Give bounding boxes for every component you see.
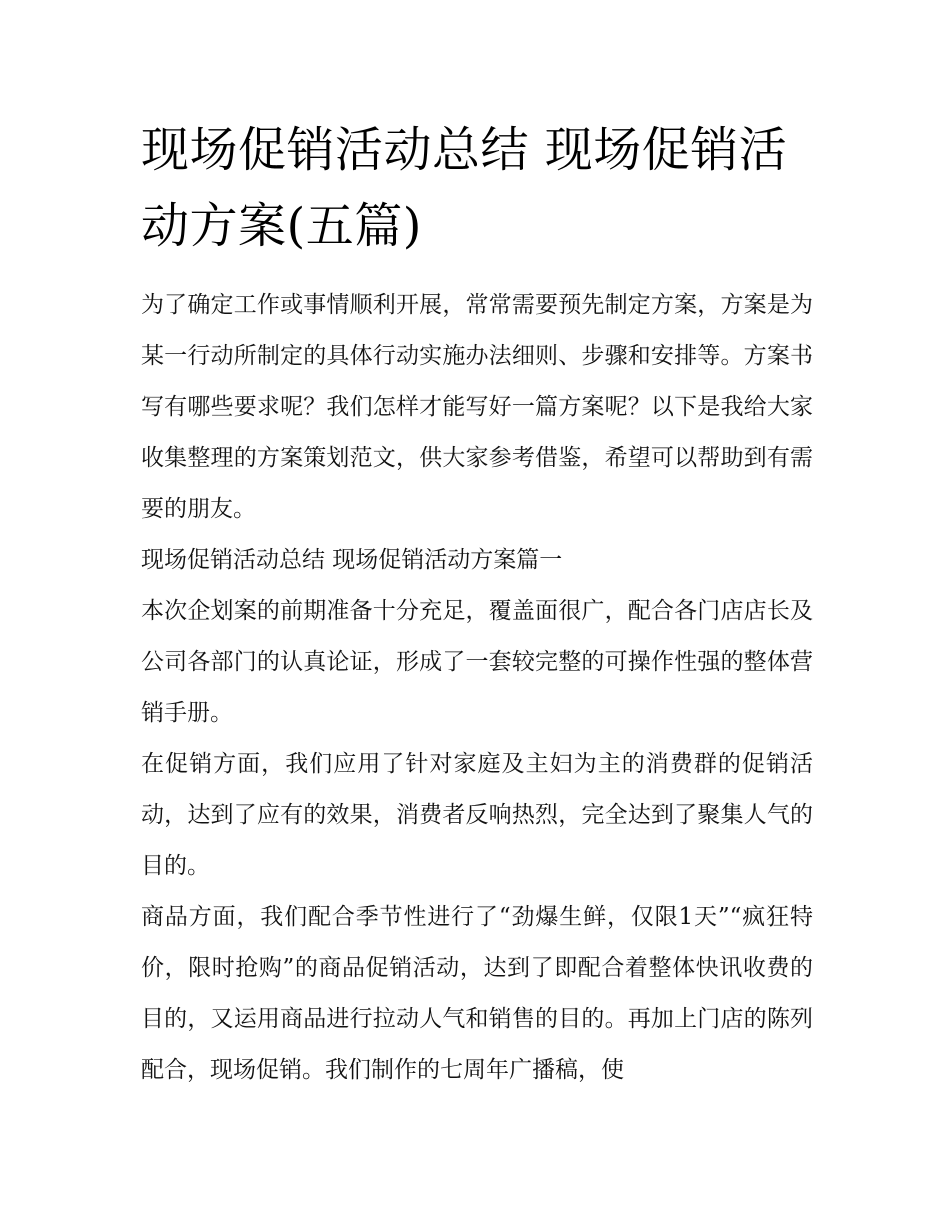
document-body (141, 280, 813, 1096)
document-page (141, 112, 813, 1096)
body-paragraph: 本次企划案的前期准备十分充足，覆盖面很广，配合各门店店长及公司各部门的认真论证，形成了一套较完整的可操作性强的整体营销手册。 (141, 598, 813, 726)
section-heading: 现场促销活动总结 现场促销活动方案篇一 (141, 547, 563, 573)
intro-paragraph: 为了确定工作或事情顺利开展，常常需要预先制定方案，方案是为某一行动所制定的具体行动实施办法细则、步骤和安排等。方案书写有哪些要求呢？我们怎样才能写好一篇方案呢？以下是我给大家收集整理的方案策划范文，供大家参考借鉴，希望可以帮助到有需要的朋友。 (141, 292, 813, 522)
body-paragraph: 在促销方面，我们应用了针对家庭及主妇为主的消费群的促销活动，达到了应有的效果，消费者反响热烈，完全达到了聚集人气的目的。 (141, 751, 813, 879)
document-title: 现场促销活动总结 现场促销活动方案(五篇) (141, 122, 788, 254)
body-paragraph: 商品方面，我们配合季节性进行了“劲爆生鲜，仅限1天”“疯狂特价，限时抢购”的商品促销活动，达到了即配合着整体快讯收费的目的，又运用商品进行拉动人气和销售的目的。再加上门店的陈列配合，现场促销。我们制作的七周年广播稿，使 (141, 904, 813, 1083)
